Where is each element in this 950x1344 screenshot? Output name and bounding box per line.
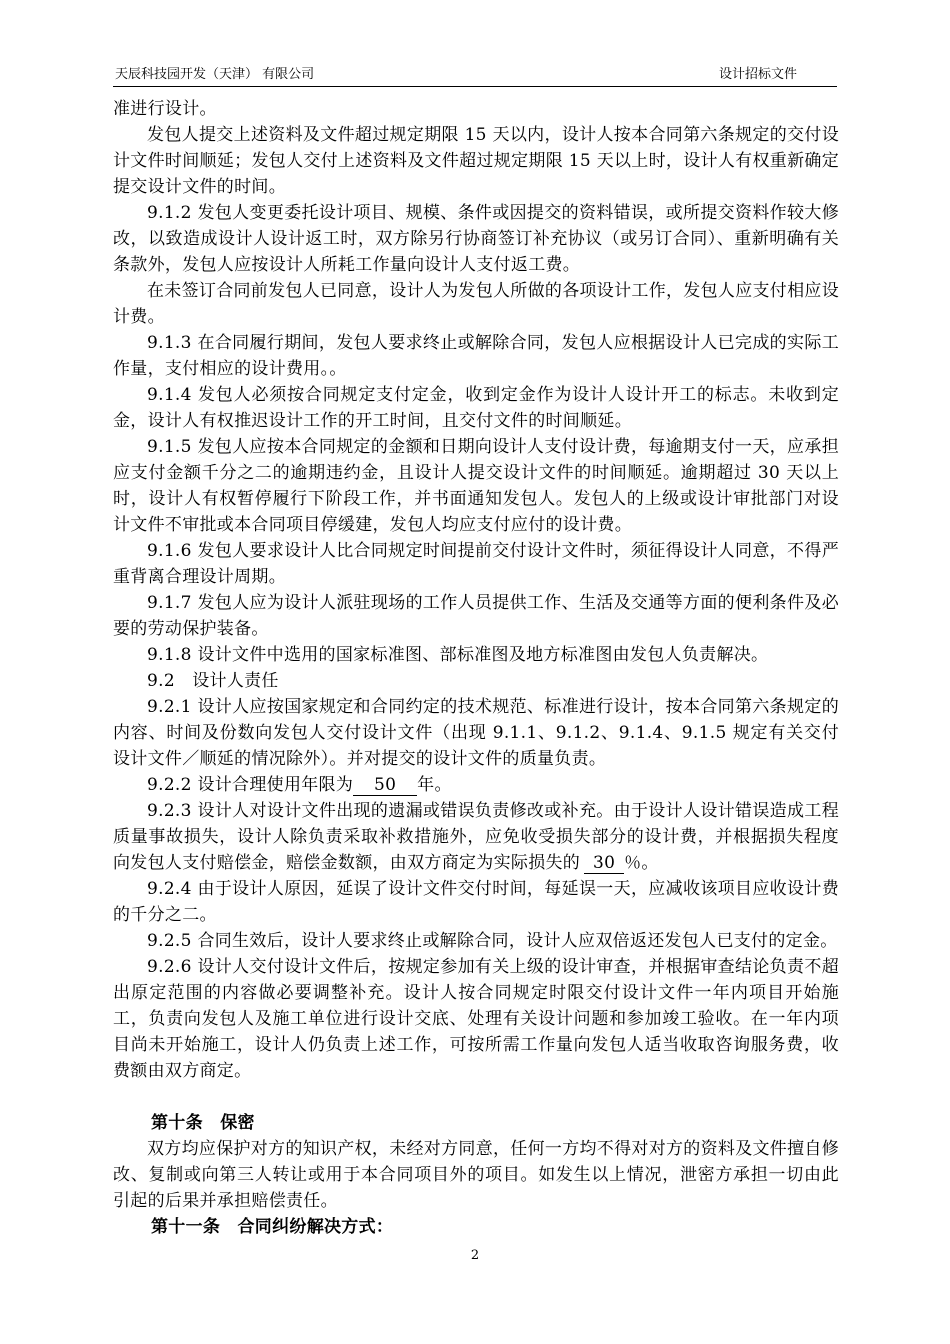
clause-9-1-4: 9.1.4 发包人必须按合同规定支付定金，收到定金作为设计人设计开工的标志。未收到定金，设计人有权推迟设计工作的开工时间，且交付文件的时间顺延。: [113, 385, 839, 431]
clause-9-2-1: 9.2.1 设计人应按国家规定和合同约定的技术规范、标准进行设计，按本合同第六条规定的内容、时间及份数向发包人交付设计文件（出现 9.1.1、9.1.2、9.1.4、9.1.5 规定有关交付设计文件／顺延的情况除外）。并对提交的设计文件的质量负责。: [113, 697, 839, 769]
service-life-blank: 50: [353, 775, 417, 796]
paragraph: 发包人提交上述资料及文件超过规定期限 15 天以内，设计人按本合同第六条规定的交付设计文件时间顺延；发包人交付上述资料及文件超过规定期限 15 天以上时，设计人有权重新确定提交设计文件的时间。: [113, 125, 839, 197]
article-10-heading: 第十条 保密: [151, 1113, 255, 1133]
page-number: 2: [470, 1248, 480, 1263]
section-9-2-title: 9.2 设计人责任: [147, 671, 279, 691]
clause-9-1-3: 9.1.3 在合同履行期间，发包人要求终止或解除合同，发包人应根据设计人已完成的实际工作量，支付相应的设计费用。。: [113, 333, 839, 379]
article-11-heading: 第十一条 合同纠纷解决方式：: [151, 1217, 394, 1237]
article-10-paragraph: 双方均应保护对方的知识产权，未经对方同意，任何一方均不得对对方的资料及文件擅自修改、复制或向第三人转让或用于本合同项目外的项目。如发生以上情况，泄密方承担一切由此引起的后果并承担赔偿责任。: [113, 1139, 839, 1211]
clause-text: 9.2.2 设计合理使用年限为: [147, 775, 354, 795]
clause-text: 9.2.3 设计人对设计文件出现的遗漏或错误负责修改或补充。由于设计人设计错误造成工程质量事故损失，设计人除负责采取补救措施外，应免收受损失部分的设计费，并根据损失程度向发包人支付赔偿金，赔偿金数额，由双方商定为实际损失的: [113, 801, 839, 873]
page-header: [113, 66, 837, 87]
header-document-type: 设计招标文件: [719, 67, 798, 82]
clause-9-1-6: 9.1.6 发包人要求设计人比合同规定时间提前交付设计文件时，须征得设计人同意，不得严重背离合理设计周期。: [113, 541, 839, 587]
clause-9-1-2: 9.1.2 发包人变更委托设计项目、规模、条件或因提交的资料错误，或所提交资料作较大修改，以致造成设计人设计返工时，双方除另行协商签订补充协议（或另订合同）、重新明确有关条款外，发包人应按设计人所耗工作量向设计人支付返工费。: [113, 203, 839, 275]
document-body: [113, 96, 839, 1240]
clause-9-2-4: 9.2.4 由于设计人原因，延误了设计文件交付时间，每延误一天，应减收该项目应收设计费的千分之二。: [113, 879, 839, 925]
clause-9-2-5: 9.2.5 合同生效后，设计人要求终止或解除合同，设计人应双倍返还发包人已支付的定金。: [147, 931, 838, 951]
paragraph: 在未签订合同前发包人已同意，设计人为发包人所做的各项设计工作，发包人应支付相应设计费。: [113, 281, 839, 327]
clause-text: 年。: [417, 775, 452, 795]
clause-9-1-8: 9.1.8 设计文件中选用的国家标准图、部标准图及地方标准图由发包人负责解决。: [147, 645, 769, 665]
paragraph: 准进行设计。: [113, 99, 217, 119]
clause-9-2-2: [113, 772, 839, 798]
clause-text: ％。: [624, 853, 659, 873]
clause-9-2-3: [113, 798, 839, 876]
clause-9-1-7: 9.1.7 发包人应为设计人派驻现场的工作人员提供工作、生活及交通等方面的便利条件及必要的劳动保护装备。: [113, 593, 839, 639]
clause-9-2-6: 9.2.6 设计人交付设计文件后，按规定参加有关上级的设计审查，并根据审查结论负责不超出原定范围的内容做必要调整补充。设计人按合同规定时限交付设计文件一年内项目开始施工，负责向发包人及施工单位进行设计交底、处理有关设计问题和参加竣工验收。在一年内项目尚未开始施工，设计人仍负责上述工作，可按所需工作量向发包人适当收取咨询服务费，收费额由双方商定。: [113, 957, 839, 1081]
header-company-name: 天辰科技园开发（天津） 有限公司: [115, 67, 315, 82]
compensation-percent-blank: 30: [584, 853, 624, 874]
clause-9-1-5: 9.1.5 发包人应按本合同规定的金额和日期向设计人支付设计费，每逾期支付一天，应承担应支付金额千分之二的逾期违约金，且设计人提交设计文件的时间顺延。逾期超过 30 天以上时，设计人有权暂停履行下阶段工作，并书面通知发包人。发包人的上级或设计审批部门对设计文件不审批或本合同项目停缓建，发包人均应支付应付的设计费。: [113, 437, 839, 535]
